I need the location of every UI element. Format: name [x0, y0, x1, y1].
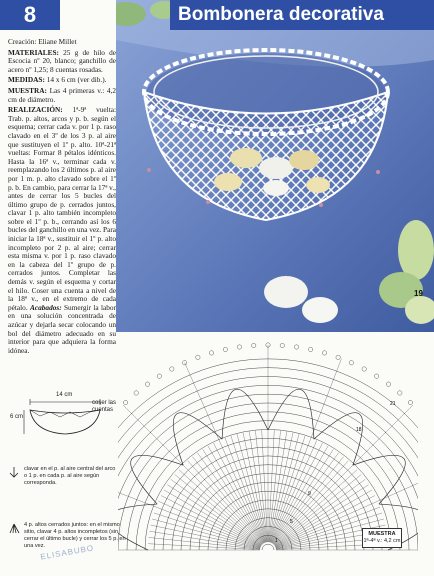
pattern-number: 8	[0, 0, 60, 30]
measures-paragraph: MEDIDAS: 14 x 6 cm (ver dib.).	[8, 75, 107, 85]
page-number: 19	[414, 289, 423, 298]
realization-paragraph: REALIZACIÓN: 1ª-9ª vuelta: Trab. p. altos, arcos y p. b. según el esquema; cerrar cada v. por 1 p. raso clavado en el 3º de los 3 p. al aire que sustituyen el 1º p. alto. 10ª-21ª vueltas: Formar 8 pétalos idénticos. Hasta la 16ª v., terminar cada v. reemplazando los 2 últimos p. al aire por 1 m. p. alto clavado sobre el 1º p. b. En cambio, para cerrar la 17ª v., antes de cerrar los 5 bucles del último grupo de p. cerrados juntos, clavar 1 p. alto también incompleto sobre el 1º p. b., cerrando así los 6 bucles del ganchillo en una vez. Para iniciar la 18ª v., sustituir el 1º p. alto incompleto por 2 p. al aire; cerrar esta misma v. por 1 p. raso clavado en la cabeza del 1º grupo de p. cerrados juntos. Completar las demás v. según el esquema y cortar el hilo. Coser una cuenta a nivel de la 18ª v., en el extremo de cada pétalo. Acabados: Sumergir la labor en una solución concentrada de azúcar y dejarla secar colocando un bol del diámetro adecuado en su interior para que adquiera la forma idónea.	[8, 105, 116, 355]
cluster-icon	[8, 522, 20, 534]
sketch-beads-label: coser las cuentas	[92, 400, 117, 413]
row-label-1: 1	[275, 538, 278, 544]
row-label-21: 21	[390, 401, 396, 407]
sketch-width-label: 14 cm	[56, 392, 73, 398]
legend-row: clavar en el p. al aire central del arco o 1 p. en cada p. al aire según corresponda.	[8, 466, 116, 487]
symbol-legend	[8, 466, 116, 501]
sample-box: MUESTRA 1ª-4ª v.: 4,2 cm	[362, 528, 402, 548]
instructions-column	[8, 38, 116, 357]
row-label-5: 5	[290, 519, 293, 525]
row-label-18: 18	[356, 427, 362, 433]
sample-paragraph: MUESTRA: Las 4 primeras v.: 4,2 cm de diámetro.	[8, 85, 116, 104]
sketch-height-label: 6 cm	[10, 414, 24, 420]
watermark: ELISABUBO	[39, 543, 95, 562]
clavar-icon	[8, 466, 20, 478]
bowl-photo	[116, 0, 434, 332]
page-title: Bombonera decorativa	[170, 0, 434, 30]
creation-credit: Creación: Eliane Millet	[8, 37, 77, 46]
crochet-chart-diagram	[118, 335, 418, 560]
row-label-9: 9	[308, 491, 311, 497]
materials-paragraph: MATERIALES: 25 g de hilo de Escocia nº 20, blanco; ganchillo de acero nº 1,25; 8 cuentas rosadas.	[8, 47, 116, 74]
legend-row: 4 p. altos cerrados juntos: en el mismo sitio, clavar 4 p. altos incompletos (sin cerrar el último bucle) y cerrar los 5 p. en una vez.	[8, 522, 126, 550]
symbol-legend-cluster	[8, 522, 126, 564]
